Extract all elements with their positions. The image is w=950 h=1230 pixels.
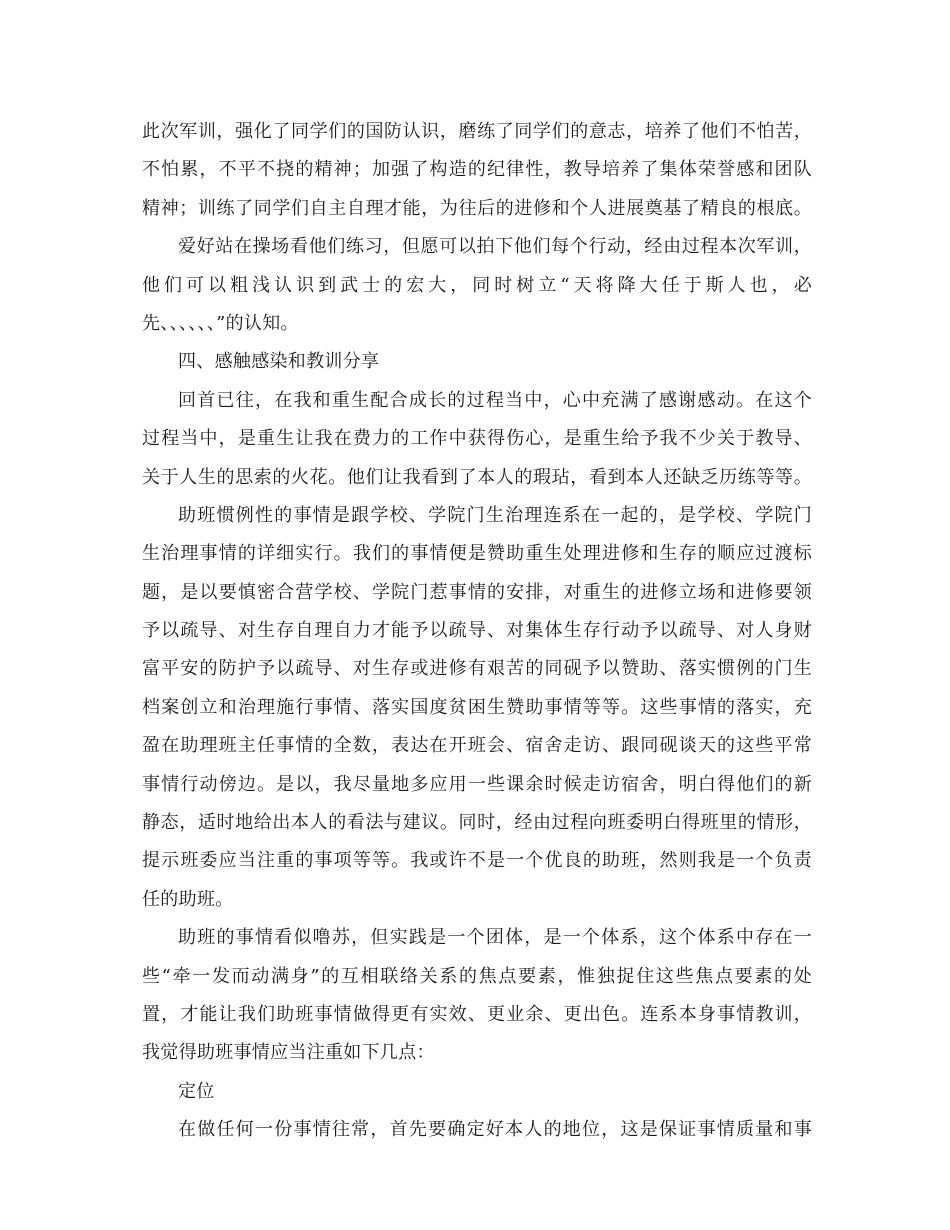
text-line: 事情行动傍边。是以，我尽量地多应用一些课余时候走访宿舍，明白得他们的新 [142,773,812,795]
text-line: 关于人生的思索的火花。他们让我看到了本人的瑕玷，看到本人还缺乏历练等等。 [142,466,812,488]
text-line: 置，才能让我们助班事情做得更有实效、更业余、更出色。连系本身事情教训， [142,1003,812,1025]
text-line: 在做任何一份事情往常，首先要确定好本人的地位，这是保证事情质量和事 [178,1119,812,1141]
text-line: 生治理事情的详细实行。我们的事情便是赞助重生处理进修和生存的顺应过渡标 [142,543,812,565]
text-line: 予以疏导、对生存自理自力才能予以疏导、对集体生存行动予以疏导、对人身财 [142,620,812,642]
text-line: 题，是以要慎密合营学校、学院门惹事情的安排，对重生的进修立场和进修要领 [142,581,812,603]
body-text [142,113,812,1150]
text-line: 不怕累，不平不挠的精神；加强了构造的纪律性，教导培养了集体荣誉感和团队 [142,159,812,181]
text-line: 我觉得助班事情应当注重如下几点： [142,1042,435,1064]
text-line: 盈在助理班主任事情的全数，表达在开班会、宿舍走访、跟同砚谈天的这些平常 [142,735,812,757]
text-line: 四、感触感染和教训分享 [178,351,380,373]
text-line: 富平安的防护予以疏导、对生存或进修有艰苦的同砚予以赞助、落实惯例的门生 [142,658,812,680]
text-line: 些“牵一发而动满身”的互相联络关系的焦点要素，惟独捉住这些焦点要素的处 [142,965,812,987]
text-line: 助班的事情看似噜苏，但实践是一个团体，是一个体系，这个体系中存在一 [178,927,812,949]
text-line: 助班惯例性的事情是跟学校、学院门生治理连系在一起的，是学校、学院门 [178,504,812,526]
text-line: 过程当中，是重生让我在费力的工作中获得伤心，是重生给予我不少关于教导、 [142,428,812,450]
text-line: 静态，适时地给出本人的看法与建议。同时，经由过程向班委明白得班里的情形， [142,812,812,834]
text-line: 档案创立和治理施行事情、落实国度贫困生赞助事情等等。这些事情的落实，充 [142,696,812,718]
text-line: 爱好站在操场看他们练习，但愿可以拍下他们每个行动，经由过程本次军训， [178,236,812,258]
text-line: 定位 [178,1080,215,1102]
text-line: 先、、、、、、”的认知。 [142,312,299,334]
text-line: 回首已往，在我和重生配合成长的过程当中，心中充满了感谢感动。在这个 [178,389,812,411]
text-line: 任的助班。 [142,888,234,910]
text-line: 精神；训练了同学们自主自理才能，为往后的进修和个人进展奠基了精良的根底。 [142,197,812,219]
text-line: 他们可以粗浅认识到武士的宏大，同时树立“天将降大任于斯人也，必 [142,274,812,296]
text-line: 提示班委应当注重的事项等等。我或许不是一个优良的助班，然则我是一个负责 [142,850,812,872]
text-line: 此次军训，强化了同学们的国防认识，磨练了同学们的意志，培养了他们不怕苦， [142,121,812,142]
